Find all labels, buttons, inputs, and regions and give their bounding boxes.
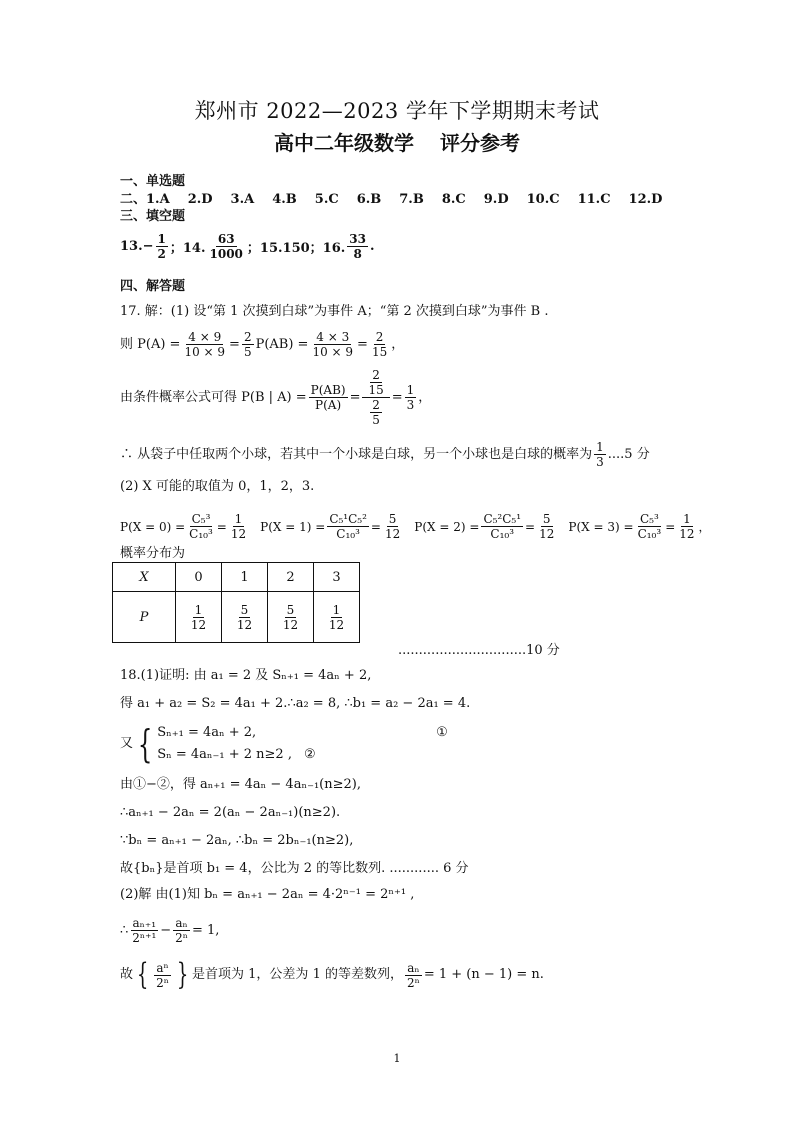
q18-line-9	[120, 916, 219, 945]
fraction-denominator: 12	[539, 527, 555, 541]
fraction	[154, 961, 171, 990]
fraction-numerator: 5	[286, 602, 295, 617]
fraction-denominator: C₁₀³	[189, 527, 213, 541]
text: =	[216, 519, 227, 534]
text: =	[357, 336, 368, 352]
fraction-numerator: 5	[240, 602, 249, 617]
text: =	[525, 519, 536, 534]
fraction-numerator: 4 × 3	[316, 330, 350, 344]
table-row	[113, 592, 360, 643]
fraction	[182, 330, 227, 359]
fraction-numerator: 2	[243, 330, 252, 344]
fill-in-answers	[120, 232, 375, 261]
text: ，	[418, 389, 432, 405]
fraction-denominator: 2ⁿ	[175, 931, 188, 945]
left-brace-icon: {	[137, 722, 153, 766]
fraction-denominator: 12	[679, 527, 695, 541]
q18-line-5: ∴aₙ₊₁ − 2aₙ = 2(aₙ − 2aₙ₋₁)(n≥2).	[120, 805, 341, 820]
table-cell	[176, 592, 222, 643]
document-subtitle	[0, 127, 794, 156]
answers-prefix: 二、	[120, 192, 147, 207]
answer-14-label: ；14.	[169, 241, 206, 256]
q18-line-10	[120, 957, 544, 992]
fraction-denominator: 12	[190, 617, 207, 632]
q18-line-4: 由①−②，得 aₙ₊₁ = 4aₙ − 4aₙ₋₁(n≥2),	[120, 777, 361, 792]
fraction-denominator: 15	[371, 345, 388, 359]
answer-end: .	[369, 239, 375, 254]
fraction	[383, 512, 402, 541]
fraction-denominator: 3	[406, 398, 415, 412]
fraction	[405, 961, 422, 990]
text: =	[349, 389, 361, 405]
fraction-numerator: C₅¹C₅²	[329, 512, 367, 526]
fraction	[235, 603, 254, 632]
fraction	[281, 603, 300, 632]
answer-item: 12.D	[628, 192, 663, 207]
fraction	[309, 383, 348, 412]
text: P(X = 3) =	[568, 519, 634, 534]
q17-line-4	[120, 440, 650, 469]
fraction-numerator: 1	[157, 232, 166, 246]
answer-16-fraction	[347, 232, 368, 261]
cell-text: X	[139, 569, 149, 585]
text: Sₙ₊₁ = 4aₙ + 2,	[157, 725, 257, 740]
table-cell: 1	[222, 563, 268, 592]
answer-item: 5.C	[314, 192, 339, 207]
text: P(AB) =	[255, 336, 309, 352]
fraction-numerator: aⁿ	[156, 960, 169, 975]
fraction-numerator: 1	[234, 512, 243, 526]
q17-line-5: (2) X 可能的取值为 0，1，2，3.	[120, 479, 315, 494]
table-cell: 2	[268, 563, 314, 592]
text: ∴ 从袋子中任取两个小球，若其中一个小球是白球，另一个小球也是白球的概率为	[120, 446, 593, 462]
section-heading-solutions: 四、解答题	[120, 279, 186, 294]
answer-14-fraction	[208, 232, 245, 261]
q17-line-3	[120, 368, 431, 427]
fraction-denominator: C₁₀³	[336, 527, 360, 541]
fraction	[481, 512, 523, 541]
answer-15-16-label: ；15.150；16.	[246, 241, 346, 256]
q18-line-7: 故{bₙ}是首项 b₁ = 4，公比为 2 的等比数列. ............ 6 分	[120, 861, 469, 876]
q17-probabilities	[120, 512, 711, 541]
answer-item: 4.B	[272, 192, 297, 207]
fraction-numerator: 1	[194, 602, 203, 617]
fraction-numerator: 1	[406, 383, 415, 397]
probability-distribution-table	[112, 562, 360, 643]
fraction-numerator: aₙ	[175, 916, 188, 930]
fraction-denominator: C₁₀³	[637, 527, 662, 541]
fraction	[229, 512, 248, 541]
answer-item: 1.A	[146, 192, 170, 207]
fraction-denominator: 12	[384, 527, 401, 541]
text: ，	[391, 336, 405, 352]
text: ，	[698, 519, 711, 534]
fraction	[366, 368, 385, 397]
fraction-numerator: 2	[372, 398, 380, 412]
fraction	[242, 330, 254, 359]
fraction-denominator: 12	[236, 617, 253, 632]
fraction-numerator: 2	[375, 330, 384, 344]
fraction-numerator: 1	[683, 512, 691, 526]
fraction-denominator: 1000	[209, 247, 243, 261]
fraction-numerator: 1	[332, 602, 341, 617]
fraction	[636, 512, 664, 541]
fraction-numerator: aₙ₊₁	[132, 916, 157, 930]
table-cell	[268, 592, 314, 643]
answer-13-label: 13.−	[120, 239, 154, 254]
text: 则 P(A) =	[120, 336, 181, 352]
fraction-denominator: P(A)	[315, 398, 342, 412]
fraction-denominator: 2	[157, 247, 166, 261]
fraction-denominator	[366, 398, 386, 427]
page-number: 1	[393, 1052, 401, 1065]
text: 是首项为 1，公差为 1 的等差数列，	[192, 967, 403, 982]
fraction-numerator: C₅³	[191, 512, 211, 526]
answer-item: 2.D	[187, 192, 213, 207]
text: Sₙ = 4aₙ₋₁ + 2 n≥2 ,	[157, 747, 292, 762]
fraction-denominator: 12	[328, 617, 345, 632]
text: =	[370, 519, 381, 534]
fraction-numerator	[362, 368, 389, 398]
answer-item: 11.C	[577, 192, 611, 207]
fraction-denominator: 10 × 9	[184, 345, 226, 359]
q18-line-1: 18.(1)证明: 由 a₁ = 2 及 Sₙ₊₁ = 4aₙ + 2,	[120, 668, 372, 683]
fraction	[310, 330, 355, 359]
fraction-denominator: 8	[353, 247, 362, 261]
answer-item: 8.C	[441, 192, 466, 207]
q17-line-1: 17. 解：(1) 设“第 1 次摸到白球”为事件 A；“第 2 次摸到白球”为事件 B .	[120, 304, 549, 319]
text: 又	[120, 736, 134, 751]
subtitle-course: 高中二年级数学	[274, 131, 414, 155]
fraction-denominator: 5	[243, 345, 252, 359]
score-mark: ....5 分	[607, 446, 650, 462]
fraction	[187, 512, 215, 541]
text: ∴	[120, 922, 129, 938]
section-heading-single-choice: 一、单选题	[120, 174, 186, 189]
equation-2	[157, 744, 448, 766]
fraction	[327, 603, 346, 632]
fraction-denominator: 15	[368, 383, 384, 397]
subtitle-reference: 评分参考	[440, 131, 520, 155]
q17-score-line: ...............................10 分	[398, 643, 560, 658]
equation-marker: ②	[303, 747, 316, 762]
fraction	[130, 916, 158, 945]
q18-line-2: 得 a₁ + a₂ = S₂ = 4a₁ + 2.∴a₂ = 8, ∴b₁ = a₂ − 2a₁ = 4.	[120, 696, 471, 711]
text: =	[391, 389, 403, 405]
table-cell	[113, 563, 176, 592]
document-title: 郑州市 2022—2023 学年下学期期末考试	[194, 99, 600, 123]
cell-text: P	[139, 609, 149, 625]
fraction-numerator: C₅²C₅¹	[483, 512, 522, 526]
table-cell	[222, 592, 268, 643]
section-heading-fill-in: 三、填空题	[120, 209, 186, 224]
equation-1	[157, 722, 448, 744]
fraction-denominator: 5	[372, 413, 380, 427]
fraction-numerator: aₙ	[407, 960, 420, 975]
fraction-numerator: 5	[388, 512, 397, 526]
fraction-denominator: 12	[282, 617, 299, 632]
fraction-numerator: 4 × 9	[188, 330, 222, 344]
q18-line-8: (2)解 由(1)知 bₙ = aₙ₊₁ − 2aₙ = 4·2ⁿ⁻¹ = 2ⁿ⁺¹ ,	[120, 887, 415, 902]
text: =	[229, 336, 240, 352]
answer-item: 10.C	[526, 192, 560, 207]
fraction	[327, 512, 369, 541]
table-cell: 3	[314, 563, 360, 592]
fraction-denominator: 2ⁿ	[406, 975, 420, 990]
fraction-denominator: C₁₀³	[490, 527, 515, 541]
fraction	[677, 512, 696, 541]
compound-fraction	[362, 368, 389, 427]
fraction-numerator: C₅³	[639, 512, 659, 526]
left-brace-icon: {	[136, 957, 149, 992]
text: = 1 + (n − 1) = n.	[423, 967, 544, 982]
fraction-denominator: 3	[596, 455, 604, 469]
q18-line-6: ∵bₙ = aₙ₊₁ − 2aₙ, ∴bₙ = 2bₙ₋₁(n≥2),	[120, 833, 354, 848]
text: P(X = 0) =	[120, 519, 186, 534]
answer-item: 6.B	[356, 192, 382, 207]
answer-13-fraction	[156, 232, 168, 261]
fraction-numerator: 5	[542, 512, 551, 526]
equation-system	[157, 722, 448, 766]
text: P(X = 2) =	[414, 519, 480, 534]
answer-item: 3.A	[230, 192, 255, 207]
fraction	[537, 512, 556, 541]
table-cell: 0	[176, 563, 222, 592]
fraction	[405, 383, 417, 412]
text: −	[160, 922, 172, 938]
text: 由条件概率公式可得 P(B | A) =	[120, 389, 307, 405]
fraction-numerator: 63	[217, 232, 235, 246]
text: = 1,	[192, 922, 220, 938]
fraction-denominator: 2ⁿ	[156, 975, 169, 990]
text: 故	[120, 967, 134, 982]
table-row	[113, 563, 360, 592]
fraction	[173, 916, 190, 945]
table-cell	[314, 592, 360, 643]
q18-system	[120, 722, 448, 766]
fraction-numerator: 33	[349, 232, 366, 246]
fraction	[370, 330, 389, 359]
fraction-denominator: 2ⁿ⁺¹	[132, 931, 157, 945]
fraction-numerator: 2	[372, 368, 380, 382]
fraction-denominator: 10 × 9	[312, 345, 354, 359]
equation-marker: ①	[436, 725, 448, 740]
fraction	[189, 603, 208, 632]
fraction-numerator: 1	[596, 440, 604, 454]
answer-item: 9.D	[483, 192, 509, 207]
distribution-label: 概率分布为	[120, 546, 186, 561]
text: =	[665, 519, 676, 534]
fraction-numerator: P(AB)	[310, 383, 346, 397]
text: P(X = 1) =	[260, 519, 326, 534]
table-cell	[113, 592, 176, 643]
q17-line-2	[120, 330, 404, 359]
fraction-denominator: 12	[230, 527, 247, 541]
right-brace-icon: }	[176, 957, 189, 992]
fraction	[594, 440, 606, 469]
answer-item: 7.B	[399, 192, 424, 207]
fraction	[370, 398, 382, 427]
single-choice-answers	[120, 188, 680, 207]
